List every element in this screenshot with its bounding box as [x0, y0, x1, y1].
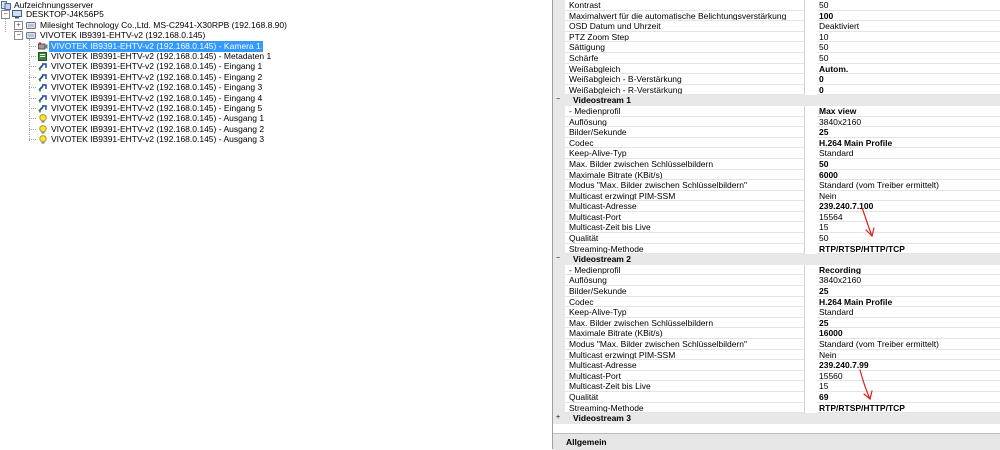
row-gutter	[553, 74, 565, 85]
row-gutter	[553, 212, 565, 223]
row-gutter	[553, 403, 565, 414]
row-gutter	[553, 117, 565, 128]
property-name: Multicast erzwingt PIM-SSM	[565, 350, 805, 361]
property-row[interactable]	[553, 64, 1000, 75]
property-value[interactable]: 50	[817, 233, 1000, 244]
camera-icon	[38, 42, 48, 51]
property-value[interactable]: 50	[817, 159, 1000, 170]
tree-label: VIVOTEK IB9391-EHTV-v2 (192.168.0.145) - Eingang 2	[51, 71, 263, 82]
property-row[interactable]	[553, 201, 1000, 212]
device-icon	[26, 31, 36, 40]
tree-label: VIVOTEK IB9391-EHTV-v2 (192.168.0.145)	[40, 30, 206, 40]
property-value[interactable]: Standard (vom Treiber ermittelt)	[817, 339, 1000, 350]
property-name: Multicast-Adresse	[565, 360, 805, 371]
property-name: Sättigung	[565, 42, 805, 53]
input-icon	[38, 73, 48, 82]
tree-line	[29, 77, 36, 78]
row-gutter	[553, 106, 565, 117]
property-row[interactable]	[553, 371, 1000, 382]
property-value[interactable]: 3840x2160	[817, 117, 1000, 128]
property-name: Schärfe	[565, 53, 805, 64]
property-name: Weißabgleich - B-Verstärkung	[565, 74, 805, 85]
row-gutter	[553, 275, 565, 286]
property-name: Maximale Bitrate (KBit/s)	[565, 328, 805, 339]
property-row[interactable]	[553, 233, 1000, 244]
row-gutter	[553, 159, 565, 170]
property-name: Maximale Bitrate (KBit/s)	[565, 170, 805, 181]
tree-line	[29, 66, 36, 67]
property-row[interactable]	[553, 159, 1000, 170]
tree-line	[29, 129, 36, 130]
tree-label: VIVOTEK IB9391-EHTV-v2 (192.168.0.145) - Eingang 4	[51, 92, 263, 103]
row-gutter	[553, 148, 565, 159]
property-name: Multicast-Port	[565, 212, 805, 223]
property-name: Keep-Alive-Typ	[565, 307, 805, 318]
tree-label: VIVOTEK IB9391-EHTV-v2 (192.168.0.145) - Kamera 1	[51, 40, 261, 51]
row-gutter	[553, 371, 565, 382]
property-name: Multicast-Zeit bis Live	[565, 381, 805, 392]
property-row[interactable]	[553, 297, 1000, 308]
property-row[interactable]	[553, 403, 1000, 414]
input-icon	[38, 94, 48, 103]
tree-line	[29, 56, 36, 57]
property-name: Auflösung	[565, 275, 805, 286]
property-row[interactable]	[553, 222, 1000, 233]
input-icon	[38, 104, 48, 113]
category-header[interactable]	[553, 254, 1000, 265]
property-grid	[552, 0, 1000, 449]
row-gutter	[553, 32, 565, 43]
tree-line	[29, 118, 36, 119]
property-row[interactable]	[553, 307, 1000, 318]
property-name: OSD Datum und Uhrzeit	[565, 21, 805, 32]
property-row[interactable]	[553, 244, 1000, 255]
property-row[interactable]	[553, 117, 1000, 128]
property-value[interactable]: 16000	[817, 328, 1000, 339]
property-value[interactable]: RTP/RTSP/HTTP/TCP	[817, 244, 1000, 255]
row-gutter	[553, 21, 565, 32]
row-gutter	[553, 222, 565, 233]
property-name: - Medienprofil	[565, 265, 805, 276]
property-value[interactable]: 3840x2160	[817, 275, 1000, 286]
tree-line	[29, 39, 30, 141]
tree-label: VIVOTEK IB9391-EHTV-v2 (192.168.0.145) - Ausgang 1	[51, 113, 265, 124]
row-gutter	[553, 350, 565, 361]
row-gutter	[553, 360, 565, 371]
input-icon	[38, 62, 48, 71]
property-row[interactable]	[553, 286, 1000, 297]
property-name: Keep-Alive-Typ	[565, 148, 805, 159]
output-bulb-icon	[38, 125, 48, 134]
property-value[interactable]: 6000	[817, 170, 1000, 181]
property-value[interactable]: Deaktiviert	[817, 21, 1000, 32]
property-name: Bilder/Sekunde	[565, 127, 805, 138]
tree-label: VIVOTEK IB9391-EHTV-v2 (192.168.0.145) - Eingang 5	[51, 102, 263, 113]
property-value[interactable]: Recording	[817, 265, 1000, 276]
property-row[interactable]	[553, 275, 1000, 286]
property-row[interactable]	[553, 0, 1000, 11]
server-icon	[1, 1, 11, 10]
property-name: Multicast-Zeit bis Live	[565, 222, 805, 233]
property-value[interactable]: Standard	[817, 307, 1000, 318]
property-value[interactable]: 15	[817, 381, 1000, 392]
property-value[interactable]: 50	[817, 42, 1000, 53]
tree-line	[29, 108, 36, 109]
tree-label: DESKTOP-J4K56P5	[26, 9, 104, 19]
device-icon	[26, 21, 36, 30]
property-row[interactable]	[553, 212, 1000, 223]
property-row[interactable]	[553, 53, 1000, 64]
property-row[interactable]	[553, 21, 1000, 32]
category-label: Videostream 3	[573, 413, 631, 424]
row-gutter	[553, 53, 565, 64]
tree-label: VIVOTEK IB9391-EHTV-v2 (192.168.0.145) - Ausgang 3	[51, 134, 265, 145]
property-row[interactable]	[553, 127, 1000, 138]
property-name: Qualität	[565, 392, 805, 403]
property-value[interactable]: Max view	[817, 106, 1000, 117]
property-value[interactable]: H.264 Main Profile	[817, 138, 1000, 149]
property-value[interactable]: 25	[817, 127, 1000, 138]
row-gutter	[553, 191, 565, 202]
tree-line	[29, 87, 36, 88]
property-row[interactable]	[553, 85, 1000, 96]
property-name: - Medienprofil	[565, 106, 805, 117]
property-row[interactable]	[553, 32, 1000, 43]
row-gutter	[553, 170, 565, 181]
row-gutter	[553, 392, 565, 403]
property-value[interactable]: 10	[817, 32, 1000, 43]
property-value[interactable]: 50	[817, 0, 1000, 11]
property-value[interactable]: Autom.	[817, 64, 1000, 75]
row-gutter	[553, 64, 565, 75]
property-row[interactable]	[553, 350, 1000, 361]
category-header[interactable]	[553, 413, 1000, 424]
tree-label: VIVOTEK IB9391-EHTV-v2 (192.168.0.145) - Metadaten 1	[51, 50, 272, 61]
row-gutter	[553, 265, 565, 276]
property-name: Qualität	[565, 233, 805, 244]
row-gutter	[553, 339, 565, 350]
collapse-toggle[interactable]: −	[556, 255, 561, 263]
tree-label: Milesight Technology Co.,Ltd. MS-C2941-X30RPB (192.168.8.90)	[40, 20, 287, 30]
property-name: Modus "Max. Bilder zwischen Schlüsselbildern"	[565, 339, 805, 350]
property-row[interactable]	[553, 328, 1000, 339]
property-row[interactable]	[553, 392, 1000, 403]
property-value[interactable]: Nein	[817, 191, 1000, 202]
property-name: Weißabgleich	[565, 64, 805, 75]
property-value[interactable]: RTP/RTSP/HTTP/TCP	[817, 403, 1000, 414]
input-icon	[38, 83, 48, 92]
tree-label: VIVOTEK IB9391-EHTV-v2 (192.168.0.145) - Eingang 1	[51, 61, 263, 72]
property-value[interactable]: 25	[817, 286, 1000, 297]
row-gutter	[553, 42, 565, 53]
property-description-bar	[553, 433, 1000, 450]
property-value[interactable]: 69	[817, 392, 1000, 403]
property-value[interactable]: 0	[817, 74, 1000, 85]
row-gutter	[553, 297, 565, 308]
property-row[interactable]	[553, 191, 1000, 202]
property-row[interactable]	[553, 74, 1000, 85]
metadata-icon	[38, 52, 48, 61]
property-row[interactable]	[553, 138, 1000, 149]
property-name: Max. Bilder zwischen Schlüsselbildern	[565, 318, 805, 329]
tree-label: Aufzeichnungsserver	[14, 0, 94, 10]
property-name: Auflösung	[565, 117, 805, 128]
property-row[interactable]	[553, 318, 1000, 329]
property-name: Max. Bilder zwischen Schlüsselbildern	[565, 159, 805, 170]
property-row[interactable]	[553, 339, 1000, 350]
property-name: Streaming-Methode	[565, 403, 805, 414]
property-value[interactable]: Standard	[817, 148, 1000, 159]
property-row[interactable]	[553, 180, 1000, 191]
property-name: Streaming-Methode	[565, 244, 805, 255]
property-row[interactable]	[553, 42, 1000, 53]
property-value[interactable]: 25	[817, 318, 1000, 329]
row-gutter	[553, 328, 565, 339]
tree-label: VIVOTEK IB9391-EHTV-v2 (192.168.0.145) - Eingang 3	[51, 82, 263, 93]
property-name: Multicast-Port	[565, 371, 805, 382]
row-gutter	[553, 381, 565, 392]
collapse-toggle[interactable]: −	[14, 31, 23, 40]
collapse-toggle[interactable]: −	[1, 10, 10, 19]
property-value[interactable]: 50	[817, 53, 1000, 64]
property-value[interactable]: 0	[817, 85, 1000, 96]
property-value[interactable]: 15564	[817, 212, 1000, 223]
property-row[interactable]	[553, 11, 1000, 22]
property-name: Codec	[565, 297, 805, 308]
category-label: Videostream 1	[573, 95, 631, 106]
tree-line	[29, 139, 36, 140]
property-value[interactable]: 239.240.7.100	[817, 201, 1000, 212]
property-row[interactable]	[553, 360, 1000, 371]
footer-label: Allgemein	[566, 437, 607, 447]
property-row[interactable]	[553, 148, 1000, 159]
output-bulb-icon	[38, 135, 48, 144]
expand-toggle[interactable]: +	[14, 21, 23, 30]
tree-line	[29, 98, 36, 99]
property-value[interactable]: 239.240.7.99	[817, 360, 1000, 371]
property-name: Multicast-Adresse	[565, 201, 805, 212]
output-bulb-icon	[38, 114, 48, 123]
property-row[interactable]	[553, 265, 1000, 276]
property-name: PTZ Zoom Step	[565, 32, 805, 43]
row-gutter	[553, 138, 565, 149]
property-name: Codec	[565, 138, 805, 149]
property-value[interactable]: 100	[817, 11, 1000, 22]
row-gutter	[553, 127, 565, 138]
property-name: Multicast erzwingt PIM-SSM	[565, 191, 805, 202]
property-name: Weißabgleich - R-Verstärkung	[565, 85, 805, 96]
tree-line	[29, 46, 36, 47]
computer-icon	[12, 10, 22, 19]
row-gutter	[553, 307, 565, 318]
property-row[interactable]	[553, 106, 1000, 117]
property-row[interactable]	[553, 381, 1000, 392]
property-name: Kontrast	[565, 0, 805, 11]
row-gutter	[553, 201, 565, 212]
property-value[interactable]: 15560	[817, 371, 1000, 382]
property-name: Modus "Max. Bilder zwischen Schlüsselbildern"	[565, 180, 805, 191]
row-gutter	[553, 233, 565, 244]
property-row[interactable]	[553, 170, 1000, 181]
row-gutter	[553, 318, 565, 329]
expand-toggle[interactable]: +	[556, 414, 561, 422]
category-header[interactable]	[553, 95, 1000, 106]
tree-label: VIVOTEK IB9391-EHTV-v2 (192.168.0.145) - Ausgang 2	[51, 123, 265, 134]
category-label: Videostream 2	[573, 254, 631, 265]
row-gutter	[553, 180, 565, 191]
property-name: Maximalwert für die automatische Belichtungsverstärkung	[565, 11, 805, 22]
property-name: Bilder/Sekunde	[565, 286, 805, 297]
property-value[interactable]: 15	[817, 222, 1000, 233]
row-gutter	[553, 85, 565, 96]
row-gutter	[553, 11, 565, 22]
row-gutter	[553, 244, 565, 255]
property-value[interactable]: Nein	[817, 350, 1000, 361]
property-value[interactable]: H.264 Main Profile	[817, 297, 1000, 308]
property-value[interactable]: Standard (vom Treiber ermittelt)	[817, 180, 1000, 191]
collapse-toggle[interactable]: −	[556, 96, 561, 104]
row-gutter	[553, 286, 565, 297]
row-gutter	[553, 0, 565, 11]
